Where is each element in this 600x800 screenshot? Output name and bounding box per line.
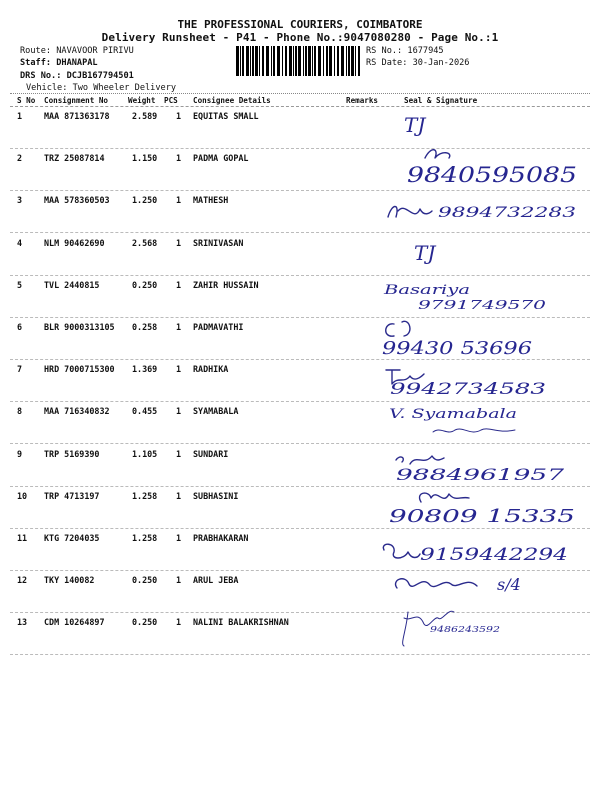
sig6-phone: 99430 53696: [382, 338, 532, 358]
row-pcs: 1: [176, 279, 182, 290]
route-label: Route: NAVAVOOR PIRIVU: [20, 46, 134, 56]
barcode-bar: [242, 46, 244, 76]
barcode-bar: [252, 46, 254, 76]
barcode-bar: [262, 46, 264, 76]
barcode-bar: [271, 46, 272, 76]
row-weight: 2.568: [132, 237, 158, 248]
barcode-bar: [346, 46, 347, 76]
row-weight: 1.250: [132, 195, 158, 206]
barcode-bar: [273, 46, 275, 76]
vehicle-label: Vehicle: Two Wheeler Delivery: [26, 83, 177, 93]
row-consignee: PRABHAKARAN: [193, 533, 249, 543]
row-consignee: EQUITAS SMALL: [193, 111, 259, 121]
row-consignment: MAA 871363178: [44, 111, 110, 121]
barcode: [236, 46, 362, 76]
row-consignment: TRZ 25087814: [44, 153, 105, 164]
barcode-bar: [295, 46, 297, 76]
barcode-bar: [282, 46, 283, 76]
col-consignee: Consignee Details: [193, 96, 271, 105]
row-weight: 0.455: [132, 406, 158, 417]
row-weight: 1.258: [132, 490, 158, 501]
row-consignee: NALINI BALAKRISHNAN: [193, 617, 289, 628]
row-consignee: MATHESH: [193, 195, 229, 206]
row-pcs: 1: [176, 237, 182, 248]
barcode-bar: [298, 46, 301, 76]
barcode-bar: [334, 46, 335, 76]
table-row: [0, 445, 600, 487]
row-weight: 1.150: [132, 153, 158, 164]
row-consignment: BLR 9000313105: [44, 322, 115, 332]
sig1-text: TJ: [404, 113, 426, 137]
row-consignment: MAA 578360503: [44, 195, 110, 206]
table-row: [0, 613, 600, 655]
table-row: [0, 318, 600, 360]
sig7-phone: 9942734583: [390, 379, 546, 398]
staff-label: Staff: DHANAPAL: [20, 58, 98, 68]
col-weight: Weight: [128, 96, 156, 105]
row-consignment: CDM 10264897: [44, 617, 105, 628]
barcode-bar: [337, 46, 339, 76]
row-consignee: SRINIVASAN: [193, 237, 244, 248]
sig5-phone: 9791749570: [418, 298, 547, 312]
barcode-bar: [246, 46, 249, 76]
row-weight: 1.369: [132, 364, 158, 375]
row-sno: 11: [17, 533, 28, 543]
row-consignee: RADHIKA: [193, 364, 229, 375]
row-consignee: PADMA GOPAL: [193, 153, 249, 164]
row-sno: 13: [17, 617, 28, 628]
row-pcs: 1: [176, 448, 182, 459]
row-sno: 8: [17, 406, 23, 417]
col-consignment: Consignment No: [44, 96, 109, 105]
barcode-bar: [358, 46, 360, 76]
sig8-name: V. Syamabala: [389, 407, 517, 422]
row-weight: 1.258: [132, 533, 158, 543]
row-sno: 2: [17, 153, 23, 164]
col-sno: S No: [17, 96, 36, 105]
row-sno: 9: [17, 448, 23, 459]
company-title: THE PROFESSIONAL COURIERS, COIMBATORE: [177, 18, 423, 31]
runsheet-subtitle: Delivery Runsheet - P41 - Phone No.:9047080280 - Page No.:1: [101, 31, 499, 44]
row-sno: 3: [17, 195, 23, 206]
row-consignee: ZAHIR HUSSAIN: [193, 279, 259, 290]
col-remarks: Remarks: [346, 96, 379, 105]
barcode-bar: [351, 46, 354, 76]
row-weight: 1.105: [132, 448, 158, 459]
col-seal-signature: Seal & Signature: [404, 96, 478, 105]
row-pcs: 1: [176, 111, 182, 121]
barcode-bar: [314, 46, 316, 76]
sig2-phone: 9840595085: [407, 163, 577, 187]
drs-number: DRS No.: DCJB167794501: [20, 71, 134, 81]
row-pcs: 1: [176, 533, 182, 543]
barcode-bar: [285, 46, 287, 76]
barcode-bar: [240, 46, 241, 76]
row-pcs: 1: [176, 153, 182, 164]
barcode-bar: [308, 46, 311, 76]
row-consignment: NLM 90462690: [44, 237, 105, 248]
table-row: [0, 191, 600, 233]
row-consignee: SYAMABALA: [193, 406, 239, 417]
row-consignment: TKY 140082: [44, 575, 95, 586]
barcode-bar: [259, 46, 260, 76]
row-sno: 12: [17, 575, 28, 586]
barcode-bar: [312, 46, 313, 76]
sig12-text: s/4: [497, 575, 521, 594]
col-pcs: PCS: [164, 96, 178, 105]
sig3-phone: 9894732283: [438, 205, 577, 221]
barcode-bar: [255, 46, 258, 76]
row-pcs: 1: [176, 364, 182, 375]
row-pcs: 1: [176, 575, 182, 586]
row-divider: [10, 654, 590, 655]
row-pcs: 1: [176, 406, 182, 417]
row-pcs: 1: [176, 490, 182, 501]
barcode-bar: [355, 46, 356, 76]
row-consignment: MAA 716340832: [44, 406, 110, 417]
row-weight: 0.250: [132, 575, 158, 586]
row-consignment: TRP 4713197: [44, 490, 100, 501]
sig13-phone: 9486243592: [430, 625, 500, 634]
row-pcs: 1: [176, 322, 182, 332]
row-sno: 6: [17, 322, 23, 332]
table-row: [0, 149, 600, 191]
row-consignment: TVL 2440815: [44, 279, 100, 290]
barcode-bar: [266, 46, 269, 76]
sig5-name: Basariya: [382, 283, 470, 298]
row-sno: 4: [17, 237, 23, 248]
row-weight: 0.250: [132, 617, 158, 628]
barcode-bar: [329, 46, 332, 76]
barcode-bar: [323, 46, 324, 76]
barcode-bar: [318, 46, 321, 76]
barcode-bar: [305, 46, 307, 76]
table-row: [0, 234, 600, 276]
row-sno: 7: [17, 364, 23, 375]
sig10-phone: 90809 15335: [389, 506, 575, 527]
table-row: [0, 529, 600, 571]
barcode-bar: [303, 46, 304, 76]
table-row: [0, 487, 600, 529]
row-consignment: TRP 5169390: [44, 448, 100, 459]
sig4-text: TJ: [414, 241, 436, 265]
table-row: [0, 360, 600, 402]
barcode-bar: [293, 46, 294, 76]
barcode-bar: [326, 46, 328, 76]
row-pcs: 1: [176, 195, 182, 206]
table-row: [0, 402, 600, 444]
barcode-bar: [348, 46, 350, 76]
table-row: [0, 276, 600, 318]
row-weight: 0.258: [132, 322, 158, 332]
sig9-phone: 9884961957: [396, 465, 566, 484]
row-sno: 1: [17, 111, 23, 121]
table-row: [0, 571, 600, 613]
barcode-bar: [277, 46, 280, 76]
barcode-bar: [289, 46, 292, 76]
row-weight: 0.250: [132, 279, 158, 290]
row-consignee: SUNDARI: [193, 448, 229, 459]
barcode-bar: [250, 46, 251, 76]
header-rule: [10, 93, 590, 94]
rs-number: RS No.: 1677945: [366, 46, 444, 56]
sig11-phone: 9159442294: [420, 545, 568, 565]
rs-date: RS Date: 30-Jan-2026: [366, 58, 470, 68]
row-consignment: HRD 7000715300: [44, 364, 115, 375]
row-sno: 10: [17, 490, 28, 501]
row-pcs: 1: [176, 617, 182, 628]
row-weight: 2.589: [132, 111, 158, 121]
row-consignee: SUBHASINI: [193, 490, 239, 501]
row-consignee: ARUL JEBA: [193, 575, 239, 586]
barcode-bar: [236, 46, 239, 76]
row-sno: 5: [17, 279, 23, 290]
row-consignee: PADMAVATHI: [193, 322, 244, 332]
table-row: [0, 107, 600, 149]
barcode-bar: [341, 46, 344, 76]
row-consignment: KTG 7204035: [44, 533, 100, 543]
